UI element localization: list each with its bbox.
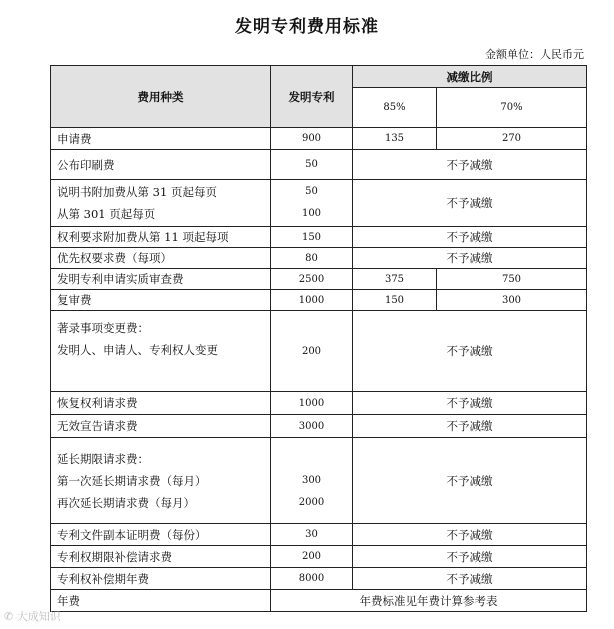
reduced-70: 750 <box>437 269 587 290</box>
fee-amount <box>271 180 353 227</box>
reduced-85: 375 <box>353 269 437 290</box>
fee-amount: 80 <box>271 248 353 269</box>
reduction-note: 不予减缴 <box>353 568 587 590</box>
fee-amount: 1000 <box>271 290 353 311</box>
fee-name: 发明专利申请实质审查费 <box>51 269 271 290</box>
currency-unit-note: 金额单位：人民币元 <box>485 48 584 61</box>
reduction-note: 不予减缴 <box>353 546 587 568</box>
fee-name: 恢复权利请求费 <box>51 392 271 415</box>
fee-name-line: 第一次延长期请求费（每月） <box>57 473 207 488</box>
fee-name-line: 说明书附加费从第 31 页起每页 <box>57 185 217 199</box>
reduced-70: 300 <box>437 290 587 311</box>
fee-amount-line: 100 <box>301 208 322 219</box>
table-row <box>51 227 587 248</box>
fee-amount: 30 <box>271 524 353 546</box>
reduced-85: 135 <box>353 128 437 150</box>
fee-name: 专利权期限补偿请求费 <box>51 546 271 568</box>
fee-amount: 900 <box>271 128 353 150</box>
table-row <box>51 546 587 568</box>
table-row <box>51 438 587 524</box>
table-row <box>51 590 587 612</box>
fee-name: 无效宣告请求费 <box>51 415 271 438</box>
table-row <box>51 311 587 392</box>
table-row <box>51 392 587 415</box>
reduction-note: 不予减缴 <box>353 438 587 524</box>
reduction-note: 不予减缴 <box>353 524 587 546</box>
fee-name <box>51 438 271 524</box>
fee-name: 优先权要求费（每项） <box>51 248 271 269</box>
fee-amount: 150 <box>271 227 353 248</box>
fee-amount: 200 <box>271 311 353 392</box>
reduction-note: 不予减缴 <box>353 392 587 415</box>
reduction-note: 不予减缴 <box>353 415 587 438</box>
table-row <box>51 248 587 269</box>
header-invention-patent: 发明专利 <box>271 66 353 128</box>
table-row <box>51 524 587 546</box>
table-row <box>51 269 587 290</box>
fee-name: 申请费 <box>51 128 271 150</box>
fee-name-line: 延长期限请求费： <box>57 451 149 466</box>
fee-amount: 2500 <box>271 269 353 290</box>
fee-name: 年费 <box>51 590 271 612</box>
fee-amount: 8000 <box>271 568 353 590</box>
fee-name: 权利要求附加费从第 11 项起每项 <box>51 227 271 248</box>
reduced-70: 270 <box>437 128 587 150</box>
fee-amount: 1000 <box>271 392 353 415</box>
fee-amount-line: 2000 <box>298 496 325 508</box>
header-70-percent: 70% <box>437 88 587 128</box>
fee-name <box>51 311 271 392</box>
fee-name <box>51 180 271 227</box>
table-row <box>51 568 587 590</box>
fee-table <box>50 65 587 612</box>
reduction-note: 年费标准见年费计算参考表 <box>271 590 587 612</box>
fee-amount-line: 300 <box>301 474 322 486</box>
fee-amount: 200 <box>271 546 353 568</box>
fee-name-line: 著录事项变更费： <box>57 321 149 335</box>
reduction-note: 不予减缴 <box>353 150 587 180</box>
page-title: 发明专利费用标准 <box>235 17 379 37</box>
fee-name: 专利文件副本证明费（每份） <box>51 524 271 546</box>
reduction-note: 不予减缴 <box>353 248 587 269</box>
header-reduction-ratio: 减缴比例 <box>353 66 587 88</box>
fee-name: 复审费 <box>51 290 271 311</box>
watermark-text: 大成知识 <box>16 610 61 623</box>
reduced-85: 150 <box>353 290 437 311</box>
table-row <box>51 290 587 311</box>
fee-name-line: 发明人、申请人、专利权人变更 <box>57 343 218 357</box>
fee-amount: 50 <box>271 150 353 180</box>
table-row <box>51 128 587 150</box>
fee-name-line: 从第 301 页起每页 <box>57 207 156 221</box>
table-row <box>51 150 587 180</box>
fee-name: 专利权补偿期年费 <box>51 568 271 590</box>
fee-amount-line: 50 <box>305 186 318 197</box>
logo-icon: ✆ <box>4 610 14 623</box>
fee-name-line: 再次延长期请求费（每月） <box>57 495 195 510</box>
reduction-note: 不予减缴 <box>353 180 587 227</box>
watermark-logo <box>4 608 61 624</box>
table-row <box>51 180 587 227</box>
fee-amount <box>271 438 353 524</box>
fee-name: 公布印刷费 <box>51 150 271 180</box>
fee-amount: 3000 <box>271 415 353 438</box>
reduction-note: 不予减缴 <box>353 311 587 392</box>
table-row <box>51 415 587 438</box>
reduction-note: 不予减缴 <box>353 227 587 248</box>
header-fee-type: 费用种类 <box>51 66 271 128</box>
header-85-percent: 85% <box>353 88 437 128</box>
